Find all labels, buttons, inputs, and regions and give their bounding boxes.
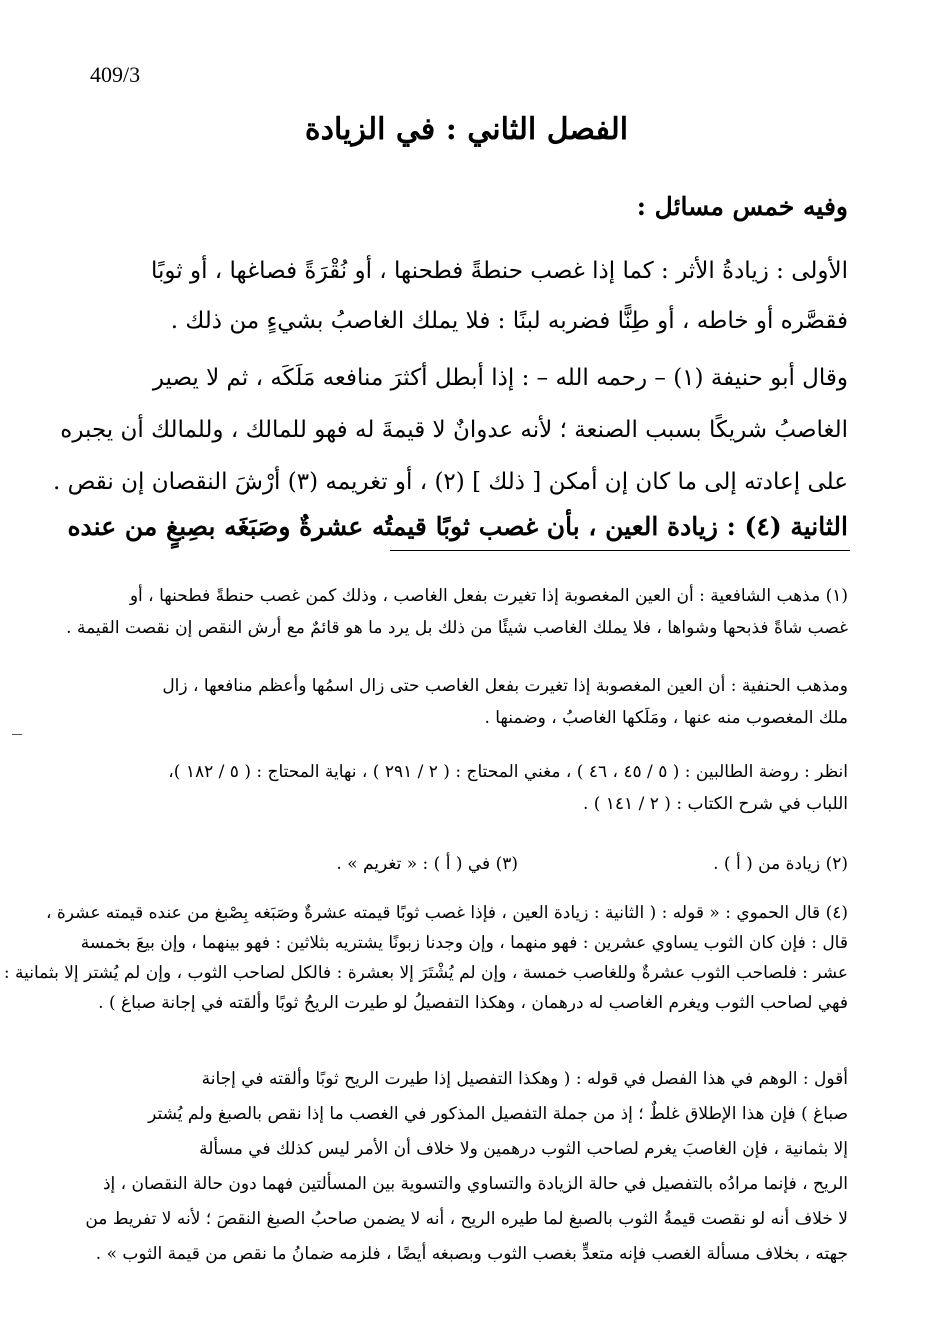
footnote-line: أقول : الوهم في هذا الفصل في قوله : ( وهكذا التفصيل إذا طيرت الريح ثوبًا وألقته في إجانة xyxy=(201,1069,848,1089)
text-line: الثانية (٤) : زيادة العين ، بأن غصب ثوبًا قيمتُه عشرةٌ وصَبَغَه بصِبغٍ من عنده xyxy=(67,512,848,541)
text-line: فقصَّره أو خاطه ، أو طِنًّا فضربه لبنًا : فلا يملك الغاصبُ بشيءٍ من ذلك . xyxy=(170,308,848,334)
footnote-line: فهي لصاحب الثوب ويغرم الغاصب له درهمان ، وهكذا التفصيلُ لو طيرت الريحُ ثوبًا وألقته في إجانة صباغ ) . xyxy=(98,993,848,1013)
footnote-line: قال : فإن كان الثوب يساوي عشرين : فهو منهما ، وإن وجدنا زبونًا يشتريه بثلاثين : فهو بينهما ، وإن بيعَ بخمسة xyxy=(80,933,848,953)
footnote-3: (٣) في ( أ ) : « تغريم » . xyxy=(336,854,518,874)
footnote-line: غصب شاةً فذبحها وشواها ، فلا يملك الغاصب شيئًا من ذلك بل يرد ما هو قائمٌ مع أرش النقص إن نقصت القيمة . xyxy=(66,618,848,638)
footnote-line: ملك المغصوب منه عنها ، ومَلَكها الغاصبُ ، وضمنها . xyxy=(484,708,848,728)
footnote-line: صباغ ) فإن هذا الإطلاق غلطٌ ؛ إذ من جملة التفصيل المذكور في الغصب ما إذا نقص بالصبغ ولم يُشتر xyxy=(148,1104,848,1124)
text-line: وقال أبو حنيفة (١) – رحمه الله – : إذا أبطل أكثرَ منافعه مَلَكَه ، ثم لا يصير xyxy=(152,365,848,391)
intro-line: وفيه خمس مسائل : xyxy=(636,192,848,221)
footnote-separator xyxy=(390,550,850,551)
paragraph-first-issue xyxy=(78,246,848,346)
chapter-title: الفصل الثاني : في الزيادة xyxy=(304,112,629,147)
footnote-1-hanafi xyxy=(78,670,848,734)
footnote-line: الريح ، فإنما مرادُه بالتفصيل في حالة الزيادة والتساوي والتسوية بين المسألتين فهما دون حالة النقصان ، إذ xyxy=(102,1174,848,1194)
footnote-line: (١) مذهب الشافعية : أن العين المغصوبة إذا تغيرت بفعل الغاصب ، وذلك كمن غصب حنطةً فطحنها ، أو xyxy=(129,586,848,606)
footnote-2: (٢) زيادة من ( أ ) . xyxy=(713,854,848,874)
footnote-line: اللباب في شرح الكتاب : ( ٢ / ١٤١ ) . xyxy=(582,794,848,814)
footnote-4 xyxy=(3,898,848,1018)
footnote-line: جهته ، بخلاف مسألة الغصب فإنه متعدٍّ بغصب الثوب وبصبغه أيضًا ، فلزمه ضمانُ ما نقص من قيمة الثوب » . xyxy=(95,1244,848,1264)
footnote-1-references xyxy=(78,756,848,820)
footnote-line: انظر : روضة الطالبين : ( ٥ / ٤٥ ، ٤٦ ) ، مغني المحتاج : ( ٢ / ٢٩١ ) ، نهاية المحتاج : ( ٥ / ١٨٢ )، xyxy=(168,762,848,782)
footnote-4-commentary xyxy=(78,1062,848,1272)
footnote-line: ومذهب الحنفية : أن العين المغصوبة إذا تغيرت بفعل الغاصب حتى زال اسمُها وأعظم منافعها ، زال xyxy=(162,676,848,696)
paragraph-second-issue xyxy=(67,505,848,549)
footnote-line: لا خلاف أنه لو نقصت قيمةُ الثوب بالصبغ لما طيره الريح ، أنه لا يضمن صاحبُ الصبغ النقصَ ؛ لأنه لا تفريط من xyxy=(85,1209,848,1229)
text-line: الأولى : زيادةُ الأثر : كما إذا غصب حنطةً فطحنها ، أو نُقْرَةً فصاغها ، أو ثوبًا xyxy=(150,258,848,284)
paragraph-abu-hanifa xyxy=(53,352,848,508)
footnote-1 xyxy=(66,580,848,644)
text-line: على إعادته إلى ما كان إن أمكن [ ذلك ] (٢) ، أو تغريمه (٣) أرْشَ النقصان إن نقص . xyxy=(53,469,848,495)
page-number: 409/3 xyxy=(90,62,141,87)
footnote-line: عشر : فلصاحب الثوب عشرةٌ وللغاصب خمسة ، وإن لم يُشْتَرَ إلا بعشرة : فالكل لصاحب الثوب ، وإن لم يُشتر إلا بثمانية : xyxy=(3,963,848,983)
scan-edge-mark xyxy=(12,734,22,735)
footnote-line: (٤) قال الحموي : « قوله : ( الثانية : زيادة العين ، فإذا غصب ثوبًا قيمته عشرةٌ وصَبَغه بِصْبغ من عنده قيمته عشرة ، xyxy=(46,903,848,923)
footnote-line: إلا بثمانية ، فإن الغاصبَ يغرم لصاحب الثوب درهمين ولا خلاف أن الأمر ليس كذلك في مسألة xyxy=(199,1139,848,1159)
text-line: الغاصبُ شريكًا بسبب الصنعة ؛ لأنه عدوانٌ لا قيمةَ له فهو للمالك ، وللمالك أن يجبره xyxy=(60,417,848,443)
